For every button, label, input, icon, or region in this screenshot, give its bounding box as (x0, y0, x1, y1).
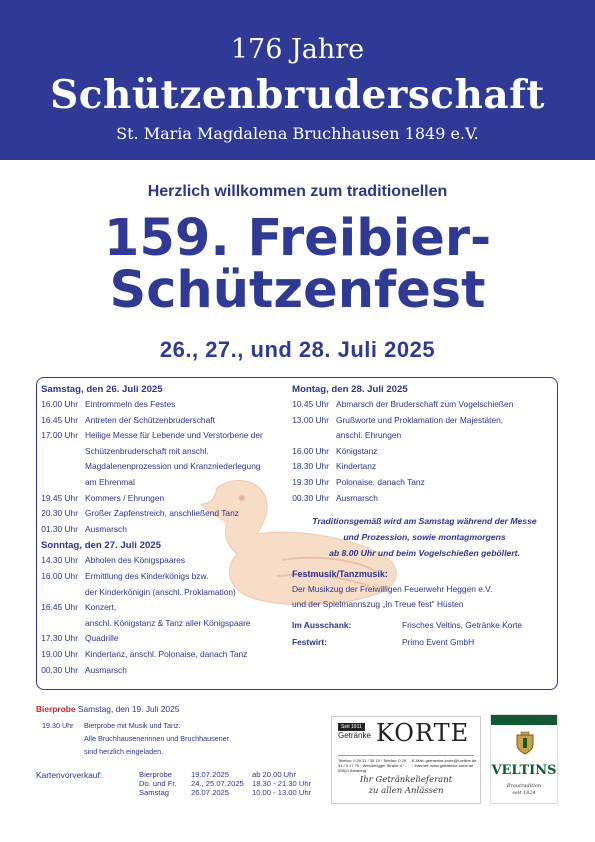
event-time (41, 445, 85, 458)
veltins-tagline (491, 783, 557, 797)
event-row (41, 476, 291, 489)
vorverkauf-what: Do. und Fr. (139, 779, 177, 788)
ausschank-label: Im Ausschank: (292, 619, 352, 630)
event-row (41, 398, 291, 411)
event-title-line1: 159. Freibier- (103, 209, 492, 268)
vorverkauf-time: 18.30 - 21.30 Uhr (252, 779, 312, 788)
event-desc: Kindertanz, anschl. Polonaise, danach Tanz (85, 648, 248, 659)
tradition-line: und Prozession, sowie montagmorgens (343, 531, 506, 542)
vorverkauf-time: 10.00 - 13.00 Uhr (252, 788, 312, 797)
event-row (292, 460, 557, 473)
korte-slogan-line: Ihr Getränkelieferant (359, 775, 453, 785)
korte-ad (331, 716, 481, 804)
event-time: 16.00 Uhr (292, 445, 329, 456)
event-time: 14.30 Uhr (41, 555, 78, 566)
ausschank-value: Frisches Veltins, Getränke Korte (402, 619, 523, 630)
event-row (41, 523, 291, 536)
event-desc: Grußworte und Proklamation der Majestäten, (336, 414, 504, 425)
event-time: 19.00 Uhr (41, 648, 78, 659)
vorverkauf-table (139, 770, 311, 797)
event-desc: Ausmarsch (85, 664, 127, 675)
event-time: 13.00 Uhr (292, 414, 329, 425)
club-subtitle: St. Maria Magdalena Bruchhausen 1849 e.V. (116, 124, 479, 143)
bierprobe-line: Bierprobe mit Musik und Tanz. (84, 721, 181, 730)
right-column (292, 384, 557, 651)
event-row (41, 445, 291, 458)
event-desc: Eintrommeln des Festes (85, 399, 176, 409)
veltins-tagline-line: seit 1824 (512, 790, 536, 796)
event-desc: Heilige Messe für Lebende und Verstorbene der (85, 430, 263, 441)
event-desc: Konzert, (85, 602, 117, 613)
event-time: 19.30 Uhr (292, 476, 329, 487)
korte-since: Seit 1911 (338, 723, 365, 731)
event-row (292, 398, 557, 411)
music-heading: Festmusik/Tanzmusik: (292, 568, 388, 579)
event-time: 17.00 Uhr (41, 430, 78, 441)
bierprobe-details (42, 719, 292, 758)
event-time: 17.30 Uhr (41, 633, 78, 644)
event-row (41, 507, 291, 520)
event-time: 16.45 Uhr (41, 414, 78, 425)
event-desc: Quadrille (85, 633, 119, 644)
vorverkauf-date: 26.07.2025 (191, 788, 230, 797)
korte-slogan-line: zu allen Anlässen (368, 786, 444, 796)
event-desc: Magdalenenprozession und Kranzniederlegung (85, 461, 261, 472)
korte-web: E-Mail: getraenke-korte@t-online.de · Internet: www.getraenke-korte.de (412, 758, 477, 768)
event-row (41, 570, 291, 583)
event-time: 01.30 Uhr (41, 523, 78, 534)
event-row (292, 492, 557, 505)
club-name: Schützenbruderschaft (50, 72, 545, 118)
event-desc: Kommers / Ehrungen (85, 492, 165, 503)
event-row (41, 664, 291, 677)
event-desc: anschl. Königstanz & Tanz aller Königspaare (85, 617, 251, 628)
event-row (41, 601, 291, 614)
vorverkauf-what: Samstag (139, 788, 169, 797)
bierprobe-label: Bierprobe (36, 704, 76, 714)
years-title: 176 Jahre (230, 34, 365, 65)
left-column (41, 384, 291, 679)
tradition-line: Traditionsgemäß wird am Samstag während der Messe (312, 515, 537, 526)
music-line: Der Musikzug der Freiwilligen Feuerwehr Heggen e.V. (292, 583, 493, 594)
veltins-ad (490, 714, 558, 804)
vorverkauf-what: Bierprobe (139, 770, 172, 779)
vorverkauf-row (139, 770, 311, 779)
event-desc: Ausmarsch (336, 492, 378, 503)
event-desc: Ausmarsch (85, 523, 127, 534)
event-row (41, 617, 291, 630)
bierprobe-line: sind herzlich eingeladen. (84, 747, 164, 756)
veltins-top-band (491, 715, 557, 725)
festwirt-label: Festwirt: (292, 636, 327, 647)
event-time (41, 586, 85, 599)
event-time: 16.00 Uhr (41, 399, 78, 409)
event-row (292, 429, 557, 442)
event-time: 10.45 Uhr (292, 399, 329, 409)
event-row (41, 429, 291, 442)
event-title-line2: Schützenfest (109, 261, 486, 320)
day-heading-mon: Montag, den 28. Juli 2025 (292, 384, 408, 395)
veltins-tagline-line: Brautradition (506, 783, 542, 789)
event-desc: Abholen des Königspaares (85, 555, 186, 566)
event-time: 16.00 Uhr (41, 570, 78, 581)
music-line: und der Spielmannszug „In Treue fest" Hüsten (292, 598, 464, 609)
event-desc: der Kinderkönigin (anschl. Proklamation) (85, 586, 236, 597)
event-time (292, 429, 336, 442)
event-dates: 26., 27., und 28. Juli 2025 (159, 337, 436, 362)
event-desc: anschl. Ehrungen (336, 430, 402, 441)
event-title (0, 209, 595, 320)
event-desc: Polonaise, danach Tanz (336, 476, 425, 487)
event-desc: Ermittlung des Kinderkönigs bzw. (85, 570, 209, 581)
event-time: 19.45 Uhr (41, 492, 78, 503)
veltins-crest-icon (515, 731, 535, 755)
event-desc: Kindertanz (336, 461, 377, 472)
event-desc: Schützenbruderschaft mit anschl. (85, 445, 209, 456)
korte-divider (338, 755, 474, 756)
event-time (41, 460, 85, 473)
sat-events (41, 398, 291, 536)
vorverkauf-row (139, 788, 311, 797)
bierprobe-time: 19.30 Uhr (42, 721, 74, 730)
event-row (41, 586, 291, 599)
mon-events (292, 398, 557, 505)
event-desc: Großer Zapfenstreich, anschließend Tanz (85, 508, 239, 519)
korte-logo: KORTE (376, 719, 470, 747)
event-desc: Königstanz (336, 445, 378, 456)
program-box (36, 377, 558, 690)
tradition-note (292, 513, 557, 561)
event-time: 16.45 Uhr (41, 602, 78, 613)
event-row (41, 492, 291, 505)
tradition-line: ab 8.00 Uhr und beim Vogelschießen geböllert. (329, 547, 520, 558)
vorverkauf-date: 24., 25.07.2025 (191, 779, 244, 788)
header-banner (0, 0, 595, 160)
korte-getraenke: Getränke (338, 731, 371, 740)
bierprobe-date: Samstag, den 19. Juli 2025 (77, 704, 180, 714)
day-heading-sun: Sonntag, den 27. Juli 2025 (41, 540, 161, 552)
event-time: 00.30 Uhr (41, 664, 78, 675)
event-time (41, 617, 85, 630)
korte-slogan (332, 775, 480, 797)
event-time (41, 476, 85, 489)
event-desc: Antreten der Schützenbruderschaft (85, 414, 215, 425)
event-row (41, 632, 291, 645)
vorverkauf-time: ab 20.00 Uhr (252, 770, 296, 779)
event-row (41, 414, 291, 427)
event-row (41, 460, 291, 473)
event-row (41, 554, 291, 567)
event-row (292, 414, 557, 427)
sun-events (41, 554, 291, 676)
event-desc: am Ehrenmal (85, 476, 135, 487)
event-desc: Abmarsch der Bruderschaft zum Vogelschießen (336, 399, 514, 409)
bierprobe-line: Alle Bruchhausenerinnen und Bruchhausener (84, 734, 230, 743)
ausschank-row (292, 617, 557, 634)
event-row (292, 476, 557, 489)
event-row (41, 648, 291, 661)
bierprobe-heading (36, 704, 179, 714)
event-time: 00.30 Uhr (292, 492, 329, 503)
event-time: 18.30 Uhr (292, 461, 329, 472)
festwirt-row (292, 634, 557, 651)
vorverkauf-date: 19.07.2025 (191, 770, 230, 779)
welcome-text: Herzlich willkommen zum traditionellen (147, 183, 448, 200)
festwirt-value: Primo Event GmbH (402, 636, 475, 647)
vorverkauf-label: Kartenvorverkauf: (36, 770, 103, 780)
day-heading-sat: Samstag, den 26. Juli 2025 (41, 384, 163, 395)
korte-contact: Telefon: 0 29 31 / 35 13 · Telefax: 0 29 31 / 3 17 75 · Weinbrügger Straße 4 · 59821 Arnsberg (338, 758, 406, 773)
event-time: 20.30 Uhr (41, 508, 78, 519)
vorverkauf-row (139, 779, 311, 788)
veltins-name: VELTINS (491, 763, 557, 778)
event-row (292, 445, 557, 458)
